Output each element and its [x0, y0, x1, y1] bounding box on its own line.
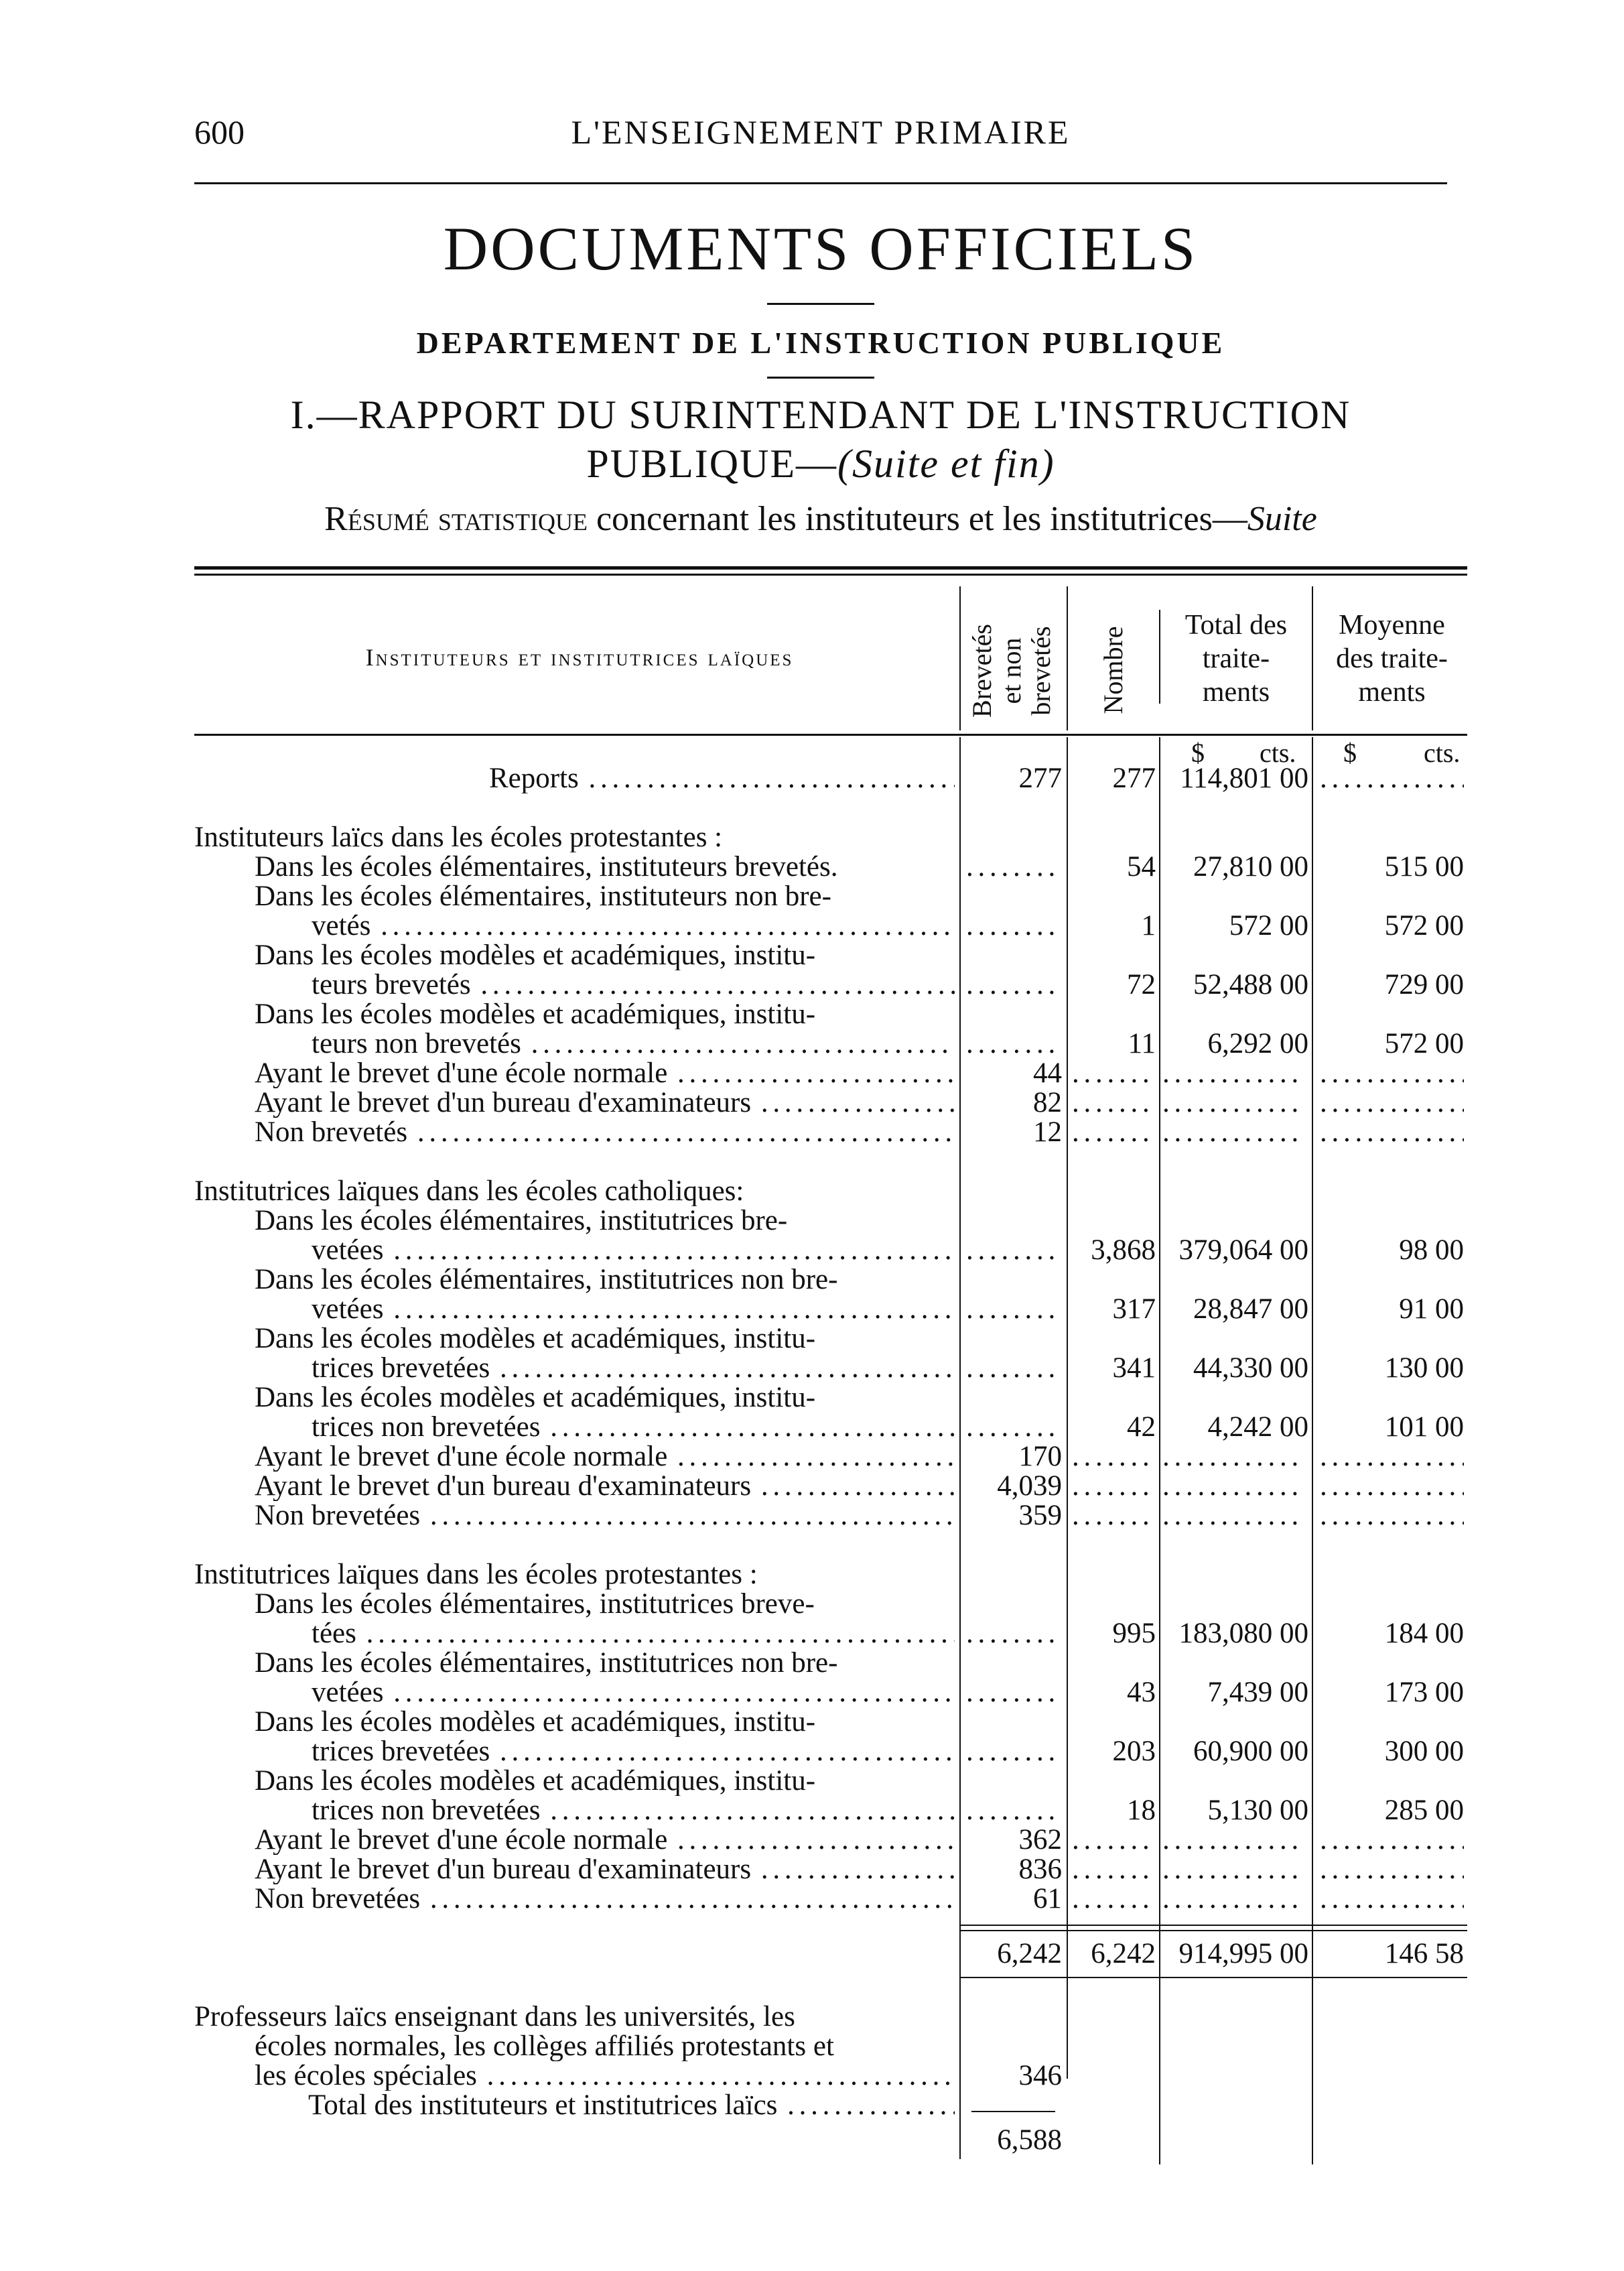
report-suite: (Suite et fin) — [837, 442, 1055, 486]
table-row: teurs brevetés . . . . . . 72 52,488 00 729 00 — [0, 970, 1624, 1000]
table-row: vetées . . . . . . 317 28,847 00 91 00 — [0, 1295, 1624, 1324]
page-number: 600 — [194, 113, 245, 151]
grand-total-rule — [971, 2111, 1055, 2112]
totals-rule-2 — [959, 1930, 1467, 1931]
table-row: Non brevetées . . . 61 . . . . . . . . . — [0, 1884, 1624, 1914]
table-row: teurs non brevetés . . . . . . 11 6,292 00 572 00 — [0, 1029, 1624, 1059]
section-heading: Institutrices laïques dans les écoles protestantes : — [194, 1560, 758, 1589]
section-heading: Instituteurs laïcs dans les écoles protestantes : — [194, 823, 723, 852]
table-row: Ayant le brevet d'un bureau d'examinateurs . . . 82 . . . . . . . . . — [0, 1088, 1624, 1118]
table-row-label: Dans les écoles modèles et académiques, institu- — [255, 1383, 816, 1413]
totals-rule — [959, 1925, 1467, 1926]
professeurs-line: écoles normales, les collèges affiliés protestants et — [255, 2032, 834, 2061]
table-row: vetées . . . . . . 3,868 379,064 00 98 00 — [0, 1236, 1624, 1265]
header-brevetes: Brevetés et non brevetés — [967, 624, 1056, 718]
table-row: Dans les écoles élémentaires, instituteurs brevetés. . . . 54 27,810 00 515 00 — [0, 852, 1624, 882]
title-divider — [767, 303, 874, 305]
table-row-label: Dans les écoles élémentaires, institutrices breve- — [255, 1589, 815, 1619]
table-row-label: Dans les écoles modèles et académiques, institu- — [255, 1707, 816, 1737]
grand-total-value: 6,588 — [997, 2124, 1062, 2156]
header-rule — [194, 182, 1447, 184]
table-row: Ayant le brevet d'une école normale . . . 44 . . . . . . . . . — [0, 1059, 1624, 1088]
section-heading: Institutrices laïques dans les écoles catholiques: — [194, 1177, 744, 1206]
total-nombre: 6,242 — [1091, 1938, 1156, 1969]
table-row-label: Dans les écoles modèles et académiques, institu- — [255, 1324, 816, 1354]
table-row: trices brevetées . . . . . . 203 60,900 00 300 00 — [0, 1737, 1624, 1766]
grand-total-value-row — [0, 2126, 1624, 2155]
header-bottom-rule — [194, 734, 1467, 736]
header-label: Instituteurs et institutrices laïques — [365, 644, 794, 671]
header-nombre: Nombre — [1098, 626, 1128, 714]
report-title-line1: I.—RAPPORT DU SURINTENDANT DE L'INSTRUCTION — [290, 393, 1351, 437]
table-row: tées . . . . . . 995 183,080 00 184 00 — [0, 1619, 1624, 1648]
totals-row — [0, 1939, 1624, 1969]
header-moyenne: Moyenne des traite- ments — [1336, 610, 1448, 708]
table-top-rule-2 — [194, 574, 1467, 576]
units-dollar: $ — [1191, 738, 1205, 768]
total-traitements: 914,995 00 — [1178, 1938, 1308, 1969]
table-row: trices non brevetées . . . . . . 18 5,130 00 285 00 — [0, 1796, 1624, 1825]
header-vrule — [1312, 586, 1313, 730]
totals-bottom-rule — [959, 1977, 1467, 1978]
table-row: vetés . . . . . . 1 572 00 572 00 — [0, 911, 1624, 941]
units-dollar: $ — [1343, 738, 1357, 768]
header-vrule — [1159, 610, 1160, 704]
professeurs-row: les écoles spéciales . . . 346 — [0, 2061, 1624, 2091]
dept-divider — [767, 377, 874, 379]
units-cents: cts. — [1260, 738, 1296, 768]
professeurs-line: Professeurs laïcs enseignant dans les universités, les — [194, 2002, 795, 2032]
table-row-label: Dans les écoles élémentaires, institutrices non bre- — [255, 1265, 838, 1295]
table-row: Ayant le brevet d'un bureau d'examinateurs . . . 4,039 . . . . . . . . . — [0, 1472, 1624, 1501]
table-row-label: Dans les écoles modèles et académiques, institu- — [255, 1766, 816, 1796]
total-brevetes: 6,242 — [997, 1938, 1062, 1969]
table-row: Ayant le brevet d'une école normale . . . 362 . . . . . . . . . — [0, 1825, 1624, 1855]
table-row-label: Dans les écoles élémentaires, institutrices bre- — [255, 1206, 788, 1236]
table-row-label: Dans les écoles élémentaires, institutrices non bre- — [255, 1648, 838, 1678]
table-row: Ayant le brevet d'une école normale . . . 170 . . . . . . . . . — [0, 1442, 1624, 1472]
header-vrule — [959, 586, 961, 730]
page-title: DOCUMENTS OFFICIELS — [443, 214, 1199, 283]
table-row-label: Dans les écoles modèles et académiques, institu- — [255, 941, 816, 970]
running-title: L'ENSEIGNEMENT PRIMAIRE — [571, 113, 1071, 151]
grand-total-row: Total des instituteurs et institutrices laïcs . . . — [0, 2091, 1624, 2120]
table-row: trices non brevetées . . . . . . 42 4,242 00 101 00 — [0, 1413, 1624, 1442]
table-row: Non brevetées . . . 359 . . . . . . . . . — [0, 1501, 1624, 1531]
department-heading: DEPARTEMENT DE L'INSTRUCTION PUBLIQUE — [416, 326, 1225, 360]
report-title-line2: PUBLIQUE—(Suite et fin) — [586, 442, 1055, 486]
running-header — [194, 113, 1447, 153]
header-vrule — [1067, 586, 1068, 730]
professeurs-value: 346 — [1018, 2060, 1062, 2091]
table-row-label: Dans les écoles modèles et académiques, institu- — [255, 1000, 816, 1029]
table-row-label: Dans les écoles élémentaires, instituteurs non bre- — [255, 882, 831, 911]
table-row: Reports . . . 277 277 114,801 00 . . . — [0, 764, 1624, 793]
table-row: trices brevetées . . . . . . 341 44,330 00 130 00 — [0, 1354, 1624, 1383]
header-total: Total des traite- ments — [1185, 610, 1288, 708]
table-top-rule — [194, 566, 1467, 570]
resume-heading: Résumé statistique concernant les instituteurs et les institutrices—Suite — [324, 500, 1317, 538]
table-row: vetées . . . . . . 43 7,439 00 173 00 — [0, 1678, 1624, 1707]
total-moyenne: 146 58 — [1384, 1938, 1464, 1969]
table-row: Ayant le brevet d'un bureau d'examinateurs . . . 836 . . . . . . . . . — [0, 1855, 1624, 1884]
units-cents: cts. — [1424, 738, 1461, 768]
table-row: Non brevetés . . . 12 . . . . . . . . . — [0, 1118, 1624, 1147]
